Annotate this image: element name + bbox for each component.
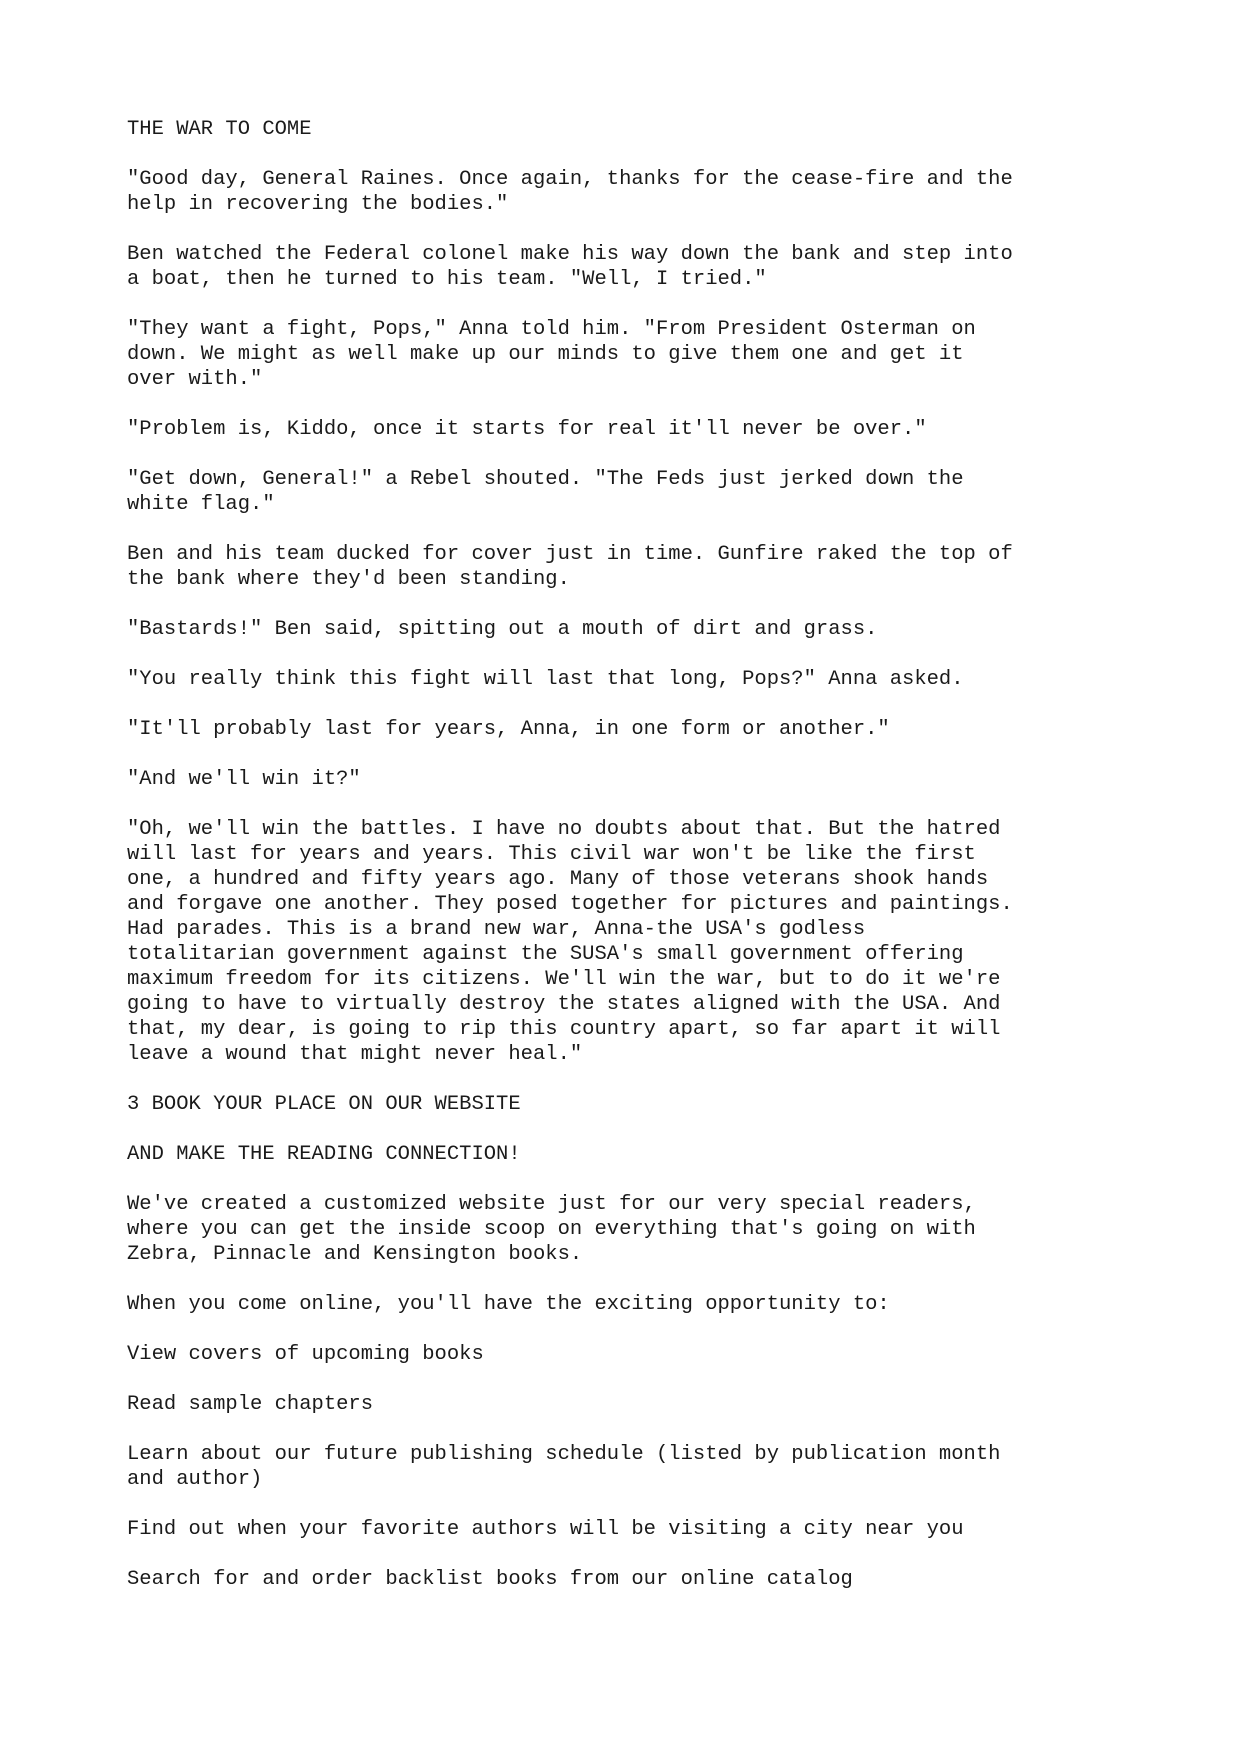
text-line: "It'll probably last for years, Anna, in one form or another." [127,718,890,741]
text-line: Read sample chapters [127,1393,374,1416]
text-line: Had parades. This is a brand new war, Anna-the USA's godless [127,918,866,941]
paragraph [127,717,1127,742]
text-line: 3 BOOK YOUR PLACE ON OUR WEBSITE [127,1093,521,1116]
text-line: leave a wound that might never heal." [127,1043,583,1066]
text-line: AND MAKE THE READING CONNECTION! [127,1143,521,1166]
text-line: and author) [127,1468,263,1491]
text-line: "You really think this fight will last that long, Pops?" Anna asked. [127,668,964,691]
paragraph [127,1517,1127,1542]
text-line: help in recovering the bodies." [127,193,509,216]
text-line: "And we'll win it?" [127,768,361,791]
paragraph [127,667,1127,692]
paragraph [127,1192,1127,1267]
paragraph [127,242,1127,292]
paragraph [127,467,1127,517]
paragraph [127,167,1127,217]
paragraph [127,1142,1127,1167]
text-line: a boat, then he turned to his team. "Well, I tried." [127,268,767,291]
text-line: "Bastards!" Ben said, spitting out a mouth of dirt and grass. [127,618,878,641]
text-line: "Oh, we'll win the battles. I have no doubts about that. But the hatred [127,818,1001,841]
text-line: "Problem is, Kiddo, once it starts for real it'll never be over." [127,418,927,441]
text-line: "Good day, General Raines. Once again, thanks for the cease-fire and the [127,168,1013,191]
chapter-title: THE WAR TO COME [127,118,312,141]
text-line: We've created a customized website just for our very special readers, [127,1193,976,1216]
document-page [127,117,1127,1617]
text-line: will last for years and years. This civil war won't be like the first [127,843,976,866]
text-line: over with." [127,368,263,391]
paragraph [127,1567,1127,1592]
text-line: View covers of upcoming books [127,1343,484,1366]
text-line: Ben and his team ducked for cover just in time. Gunfire raked the top of [127,543,1013,566]
paragraph [127,1392,1127,1417]
text-line: When you come online, you'll have the exciting opportunity to: [127,1293,890,1316]
text-line: where you can get the inside scoop on everything that's going on with [127,1218,976,1241]
text-line: and forgave one another. They posed together for pictures and paintings. [127,893,1013,916]
paragraph [127,617,1127,642]
text-line: one, a hundred and fifty years ago. Many of those veterans shook hands [127,868,989,891]
paragraph [127,317,1127,392]
text-line: going to have to virtually destroy the states aligned with the USA. And [127,993,1001,1016]
paragraph [127,542,1127,592]
paragraph [127,1342,1127,1367]
text-line: Zebra, Pinnacle and Kensington books. [127,1243,583,1266]
text-line: Find out when your favorite authors will be visiting a city near you [127,1518,964,1541]
text-line: totalitarian government against the SUSA's small government offering [127,943,964,966]
text-line: white flag." [127,493,275,516]
text-line: "They want a fight, Pops," Anna told him. "From President Osterman on [127,318,976,341]
paragraph [127,1292,1127,1317]
text-line: "Get down, General!" a Rebel shouted. "The Feds just jerked down the [127,468,964,491]
text-line: Ben watched the Federal colonel make his way down the bank and step into [127,243,1013,266]
text-line: Learn about our future publishing schedule (listed by publication month [127,1443,1001,1466]
body-text [127,167,1127,1592]
paragraph [127,1442,1127,1492]
text-line: that, my dear, is going to rip this country apart, so far apart it will [127,1018,1001,1041]
paragraph [127,817,1127,1067]
text-line: the bank where they'd been standing. [127,568,570,591]
text-line: down. We might as well make up our minds to give them one and get it [127,343,964,366]
paragraph [127,417,1127,442]
text-line: Search for and order backlist books from our online catalog [127,1568,853,1591]
text-line: maximum freedom for its citizens. We'll win the war, but to do it we're [127,968,1001,991]
paragraph [127,767,1127,792]
paragraph [127,1092,1127,1117]
